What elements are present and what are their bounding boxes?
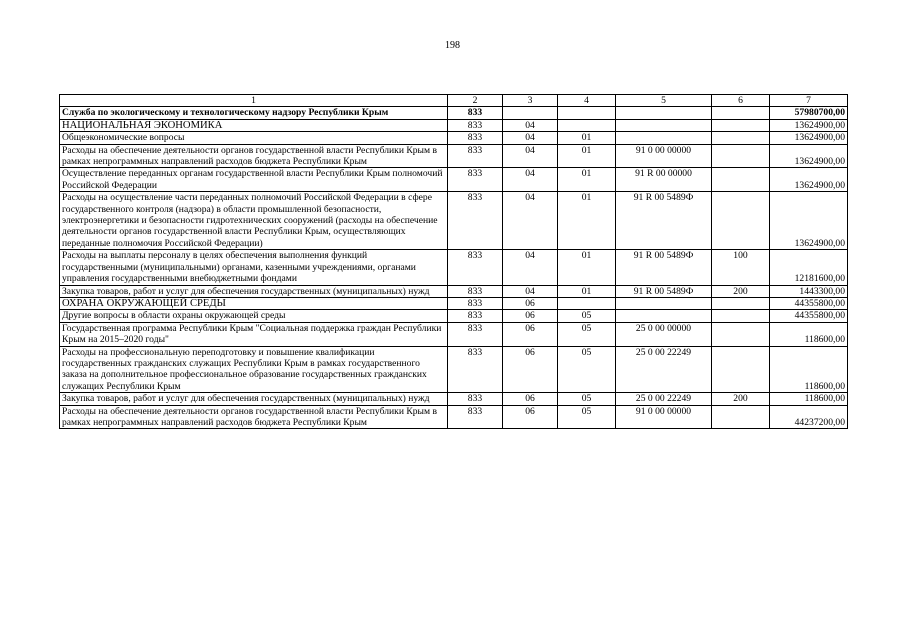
table-row [60,107,848,119]
chapter-cell: 833 [448,119,503,131]
header-cell-1: 1 [60,95,448,107]
header-cell-2: 2 [448,95,503,107]
expense-type-cell [712,144,770,168]
subsection-cell: 05 [558,322,616,346]
section-cell: 04 [503,144,558,168]
subsection-cell: 01 [558,192,616,250]
table-row [60,297,848,309]
amount-cell: 44355800,00 [770,297,848,309]
subsection-cell [558,107,616,119]
table-row [60,405,848,429]
amount-cell: 13624900,00 [770,168,848,192]
target-article-cell: 91 R 00 5489Ф [616,250,712,285]
expense-type-cell [712,310,770,322]
expense-type-cell [712,132,770,144]
section-cell [503,107,558,119]
target-article-cell: 91 R 00 00000 [616,168,712,192]
name-cell: Расходы на выплаты персоналу в целях обеспечения выполнения функций государственными (муниципальными) органами, казенными учреждениями, органами управления государственными внебюджетными фондами [60,250,448,285]
name-cell: Расходы на профессиональную переподготовку и повышение квалификации государственных гражданских служащих Республики Крым в рамках государственного заказа на дополнительное профессиональное образование государственных гражданских служащих Республики Крым [60,346,448,393]
table-row [60,250,848,285]
expense-type-cell: 200 [712,285,770,297]
amount-cell: 44237200,00 [770,405,848,429]
amount-cell: 118600,00 [770,322,848,346]
table-row [60,310,848,322]
expense-type-cell [712,119,770,131]
subsection-cell [558,297,616,309]
expense-type-cell [712,346,770,393]
expense-type-cell [712,168,770,192]
budget-table [59,94,848,429]
target-article-cell [616,297,712,309]
subsection-cell: 05 [558,393,616,405]
subsection-cell: 05 [558,405,616,429]
header-cell-3: 3 [503,95,558,107]
name-cell: НАЦИОНАЛЬНАЯ ЭКОНОМИКА [60,119,448,131]
amount-cell: 13624900,00 [770,144,848,168]
expense-type-cell: 200 [712,393,770,405]
section-cell: 06 [503,297,558,309]
section-cell: 04 [503,132,558,144]
table-row [60,192,848,250]
table-row [60,144,848,168]
amount-cell: 12181600,00 [770,250,848,285]
chapter-cell: 833 [448,132,503,144]
chapter-cell: 833 [448,322,503,346]
section-cell: 04 [503,119,558,131]
subsection-cell: 01 [558,144,616,168]
section-cell: 04 [503,250,558,285]
target-article-cell: 91 R 00 5489Ф [616,285,712,297]
name-cell: Закупка товаров, работ и услуг для обеспечения государственных (муниципальных) нужд [60,285,448,297]
header-cell-7: 7 [770,95,848,107]
section-cell: 06 [503,322,558,346]
amount-cell: 13624900,00 [770,119,848,131]
section-cell: 06 [503,310,558,322]
section-cell: 06 [503,346,558,393]
name-cell: Расходы на обеспечение деятельности органов государственной власти Республики Крым в рамках непрограммных направлений расходов бюджета Республики Крым [60,144,448,168]
chapter-cell: 833 [448,405,503,429]
section-cell: 04 [503,168,558,192]
target-article-cell [616,107,712,119]
name-cell: Расходы на осуществление части переданных полномочий Российской Федерации в сфере государственного контроля (надзора) в области промышленной безопасности, электроэнергетики и безопасности гидротехнических сооружений (расходы на обеспечение деятельности органов государственной власти Республики Крым, осуществляющих переданные полномочия Российской Федерации) [60,192,448,250]
amount-cell: 13624900,00 [770,192,848,250]
section-cell: 04 [503,192,558,250]
amount-cell: 13624900,00 [770,132,848,144]
chapter-cell: 833 [448,393,503,405]
target-article-cell: 91 0 00 00000 [616,405,712,429]
chapter-cell: 833 [448,192,503,250]
table-row [60,393,848,405]
subsection-cell: 01 [558,285,616,297]
section-cell: 06 [503,393,558,405]
target-article-cell: 25 0 00 22249 [616,346,712,393]
expense-type-cell [712,405,770,429]
chapter-cell: 833 [448,250,503,285]
amount-cell: 57980700,00 [770,107,848,119]
chapter-cell: 833 [448,285,503,297]
chapter-cell: 833 [448,297,503,309]
subsection-cell: 05 [558,310,616,322]
page-number: 198 [445,40,460,51]
expense-type-cell: 100 [712,250,770,285]
table-row [60,285,848,297]
header-cell-4: 4 [558,95,616,107]
chapter-cell: 833 [448,144,503,168]
amount-cell: 44355800,00 [770,310,848,322]
table-body [60,95,848,429]
expense-type-cell [712,192,770,250]
amount-cell: 118600,00 [770,346,848,393]
table-row [60,168,848,192]
table-row [60,322,848,346]
target-article-cell: 91 0 00 00000 [616,144,712,168]
chapter-cell: 833 [448,168,503,192]
header-cell-5: 5 [616,95,712,107]
target-article-cell [616,310,712,322]
chapter-cell: 833 [448,107,503,119]
name-cell: Расходы на обеспечение деятельности органов государственной власти Республики Крым в рамках непрограммных направлений расходов бюджета Республики Крым [60,405,448,429]
amount-cell: 118600,00 [770,393,848,405]
name-cell: Общеэкономические вопросы [60,132,448,144]
subsection-cell: 01 [558,132,616,144]
table-row [60,119,848,131]
subsection-cell: 01 [558,168,616,192]
expense-type-cell [712,322,770,346]
expense-type-cell [712,107,770,119]
section-cell: 04 [503,285,558,297]
header-cell-6: 6 [712,95,770,107]
name-cell: Осуществление переданных органам государственной власти Республики Крым полномочий Российской Федерации [60,168,448,192]
name-cell: Государственная программа Республики Крым "Социальная поддержка граждан Республики Крым на 2015–2020 годы" [60,322,448,346]
name-cell: Закупка товаров, работ и услуг для обеспечения государственных (муниципальных) нужд [60,393,448,405]
target-article-cell [616,132,712,144]
subsection-cell [558,119,616,131]
name-cell: Служба по экологическому и технологическому надзору Республики Крым [60,107,448,119]
target-article-cell: 25 0 00 22249 [616,393,712,405]
name-cell: Другие вопросы в области охраны окружающей среды [60,310,448,322]
subsection-cell: 01 [558,250,616,285]
amount-cell: 1443300,00 [770,285,848,297]
chapter-cell: 833 [448,310,503,322]
target-article-cell: 91 R 00 5489Ф [616,192,712,250]
chapter-cell: 833 [448,346,503,393]
table-row [60,346,848,393]
target-article-cell: 25 0 00 00000 [616,322,712,346]
expense-type-cell [712,297,770,309]
section-cell: 06 [503,405,558,429]
header-row [60,95,848,107]
name-cell: ОХРАНА ОКРУЖАЮЩЕЙ СРЕДЫ [60,297,448,309]
subsection-cell: 05 [558,346,616,393]
table-row [60,132,848,144]
target-article-cell [616,119,712,131]
